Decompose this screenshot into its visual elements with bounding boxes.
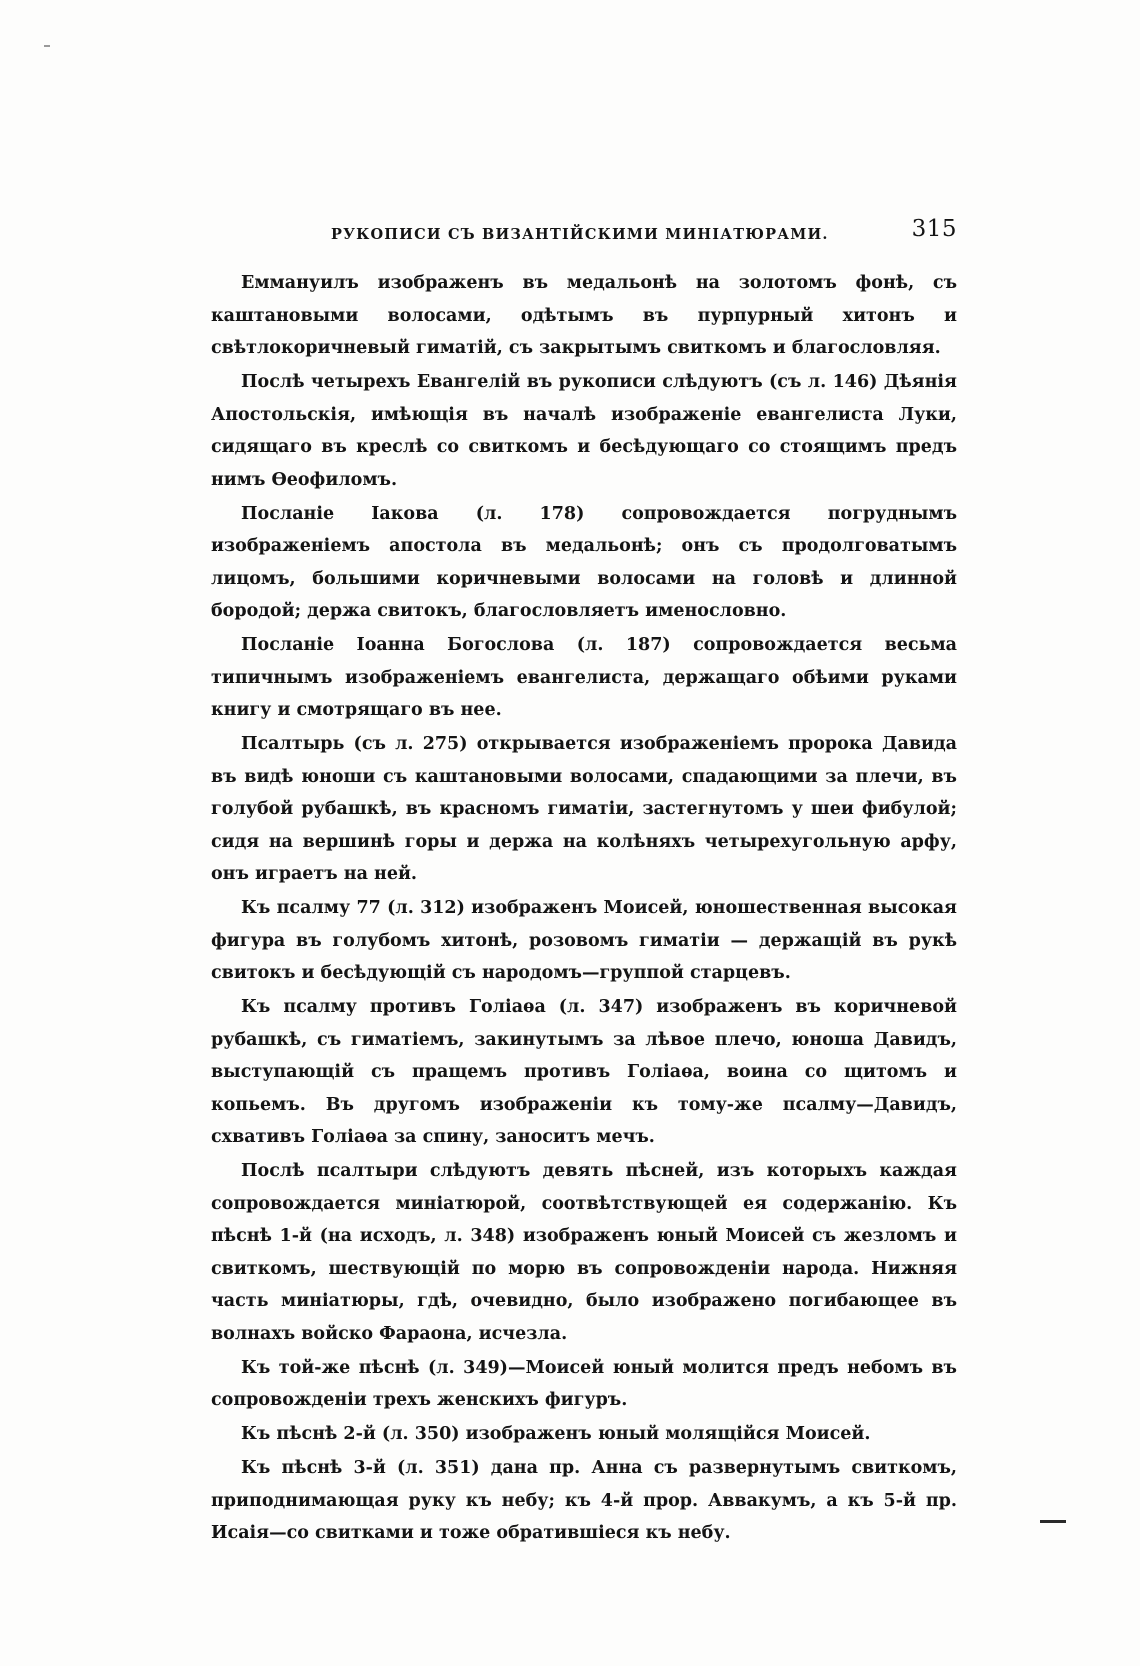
running-title: РУКОПИСИ СЪ ВИЗАНТІЙСКИМИ МИНІАТЮРАМИ. — [331, 226, 829, 243]
paragraph-ode-349: Къ той-же пѣснѣ (л. 349)—Моисей юный молится предъ небомъ въ сопровожденіи трехъ женскихъ фигуръ. — [211, 1357, 957, 1410]
paragraph-odes: Послѣ псалтыри слѣдуютъ девять пѣсней, изъ которыхъ каждая сопровождается миніатюрой, соотвѣтствующей ея содержанію. Къ пѣснѣ 1-й (на исходъ, л. 348) изображенъ юный Моисей съ жезломъ и свиткомъ, шествующій по морю въ сопровожденіи народа. Нижняя часть миніатюры, гдѣ, очевидно, было изображено погибающее въ волнахъ войско Фараона, исчезла. — [211, 1161, 957, 1344]
paragraph-psalter: Псалтырь (съ л. 275) открывается изображеніемъ пророка Давида въ видѣ юноши съ каштановыми волосами, спадающими за плечи, въ голубой рубашкѣ, въ красномъ гиматіи, застегнутомъ у шеи фибулой; сидя на вершинѣ горы и держа на колѣняхъ четырехугольную арфу, онъ играетъ на ней. — [211, 734, 957, 884]
paragraph-goliath: Къ псалму противъ Голіаѳа (л. 347) изображенъ въ коричневой рубашкѣ, съ гиматіемъ, закинутымъ за лѣвое плечо, юноша Давидъ, выступающій съ пращемъ противъ Голіаѳа, воина со щитомъ и копьемъ. Въ другомъ изображеніи къ тому-же псалму—Давидъ, схвативъ Голіаѳа за спину, заноситъ мечъ. — [211, 997, 957, 1147]
scan-speck — [44, 45, 50, 47]
paragraph-acts: Послѣ четырехъ Евангелій въ рукописи слѣдуютъ (съ л. 146) Дѣянія Апостольскія, имѣющія въ началѣ изображеніе евангелиста Луки, сидящаго въ креслѣ со свиткомъ и бесѣдующаго со стоящимъ предъ нимъ Ѳеофиломъ. — [211, 372, 957, 490]
body-text — [211, 267, 957, 1550]
paragraph-ode-3: Къ пѣснѣ 3-й (л. 351) дана пр. Анна съ развернутымъ свиткомъ, приподнимающая руку къ небу; къ 4-й прор. Аввакумъ, а къ 5-й пр. Исаія—со свитками и тоже обратившіеся къ небу. — [211, 1458, 957, 1543]
paragraph-epistle-james: Посланіе Іакова (л. 178) сопровождается погруднымъ изображеніемъ апостола въ медальонѣ; онъ съ продолговатымъ лицомъ, большими коричневыми волосами на головѣ и длинной бородой; держа свитокъ, благословляетъ именословно. — [211, 503, 957, 621]
paragraph-psalm-77: Къ псалму 77 (л. 312) изображенъ Моисей, юношественная высокая фигура въ голубомъ хитонѣ, розовомъ гиматіи — держащій въ рукѣ свитокъ и бесѣдующій съ народомъ—группой старцевъ. — [211, 898, 957, 983]
scan-edge-line — [1040, 1520, 1066, 1523]
running-head — [211, 214, 957, 254]
paragraph-ode-2: Къ пѣснѣ 2-й (л. 350) изображенъ юный молящійся Моисей. — [241, 1424, 871, 1444]
paragraph-emmanuel: Еммануилъ изображенъ въ медальонѣ на золотомъ фонѣ, съ каштановыми волосами, одѣтымъ въ пурпурный хитонъ и свѣтлокоричневый гиматій, съ закрытымъ свиткомъ и благословляя. — [211, 273, 957, 358]
paragraph-epistle-john: Посланіе Іоанна Богослова (л. 187) сопровождается весьма типичнымъ изображеніемъ евангелиста, держащаго обѣими руками книгу и смотрящаго въ нее. — [211, 635, 957, 720]
page-number: 315 — [911, 216, 957, 242]
